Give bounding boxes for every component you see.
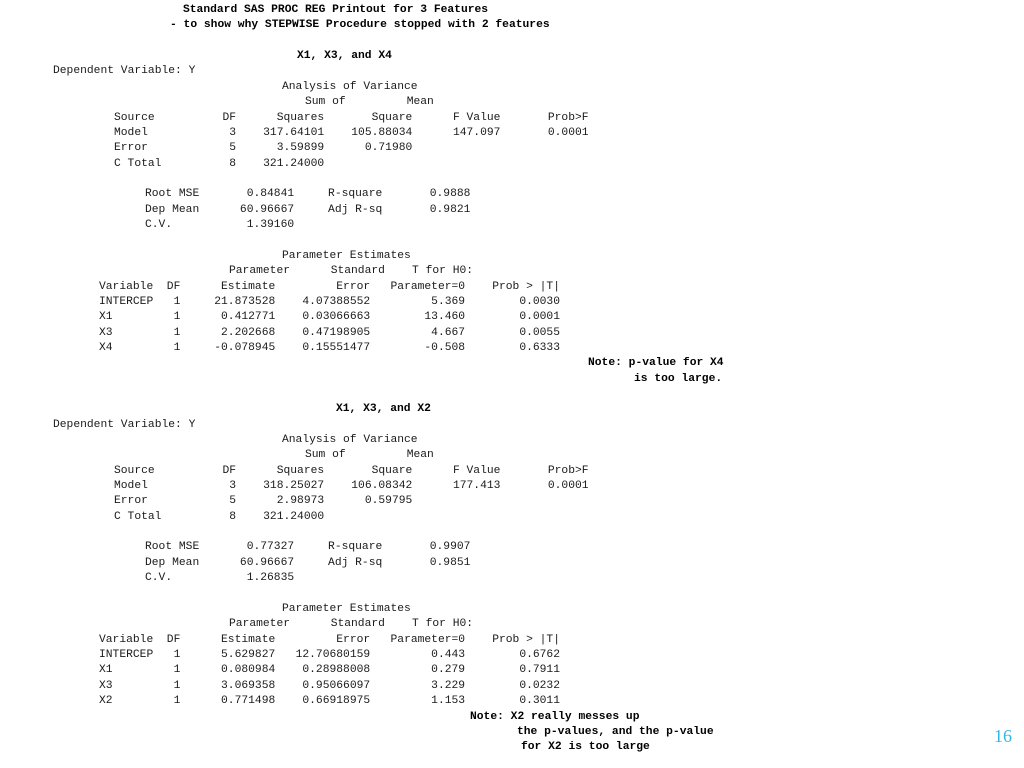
note-text: for X2 is too large	[521, 741, 650, 753]
params-row: X3 1 2.202668 0.47198905 4.667 0.0055	[99, 327, 560, 339]
anova-row-model: Model 3 317.64101 105.88034 147.097 0.0001	[114, 127, 589, 139]
params-header-top: Parameter Standard T for H0:	[229, 265, 474, 277]
params-row: INTERCEP 1 21.873528 4.07388552 5.369 0.0030	[99, 296, 560, 308]
fit-row: C.V. 1.39160	[145, 219, 295, 231]
printout-heading: X1, X3, and X4	[297, 50, 392, 62]
params-row: X2 1 0.771498 0.66918975 1.153 0.3011	[99, 695, 560, 707]
fit-row: Dep Mean 60.96667 Adj R-sq 0.9821	[145, 204, 471, 216]
params-row: INTERCEP 1 5.629827 12.70680159 0.443 0.6762	[99, 649, 560, 661]
anova-row-error: Error 5 3.59899 0.71980	[114, 142, 413, 154]
params-title: Parameter Estimates	[282, 250, 411, 262]
page-title: Standard SAS PROC REG Printout for 3 Features	[183, 4, 489, 16]
note-text: Note: X2 really messes up	[470, 711, 640, 723]
params-header-top: Parameter Standard T for H0:	[229, 618, 474, 630]
anova-header: Source DF Squares Square F Value Prob>F	[114, 112, 589, 124]
anova-row-error: Error 5 2.98973 0.59795	[114, 495, 413, 507]
anova-row-total: C Total 8 321.24000	[114, 511, 325, 523]
printout-heading: X1, X3, and X2	[336, 403, 431, 415]
params-header: Variable DF Estimate Error Parameter=0 Prob > |T|	[99, 281, 560, 293]
note-text: the p-values, and the p-value	[517, 726, 714, 738]
dependent-variable: Dependent Variable: Y	[53, 65, 196, 77]
params-title: Parameter Estimates	[282, 603, 411, 615]
dependent-variable: Dependent Variable: Y	[53, 419, 196, 431]
params-row: X1 1 0.412771 0.03066663 13.460 0.0001	[99, 311, 560, 323]
anova-header-top: Sum of Mean	[305, 96, 434, 108]
params-row: X3 1 3.069358 0.95066097 3.229 0.0232	[99, 680, 560, 692]
fit-row: Root MSE 0.77327 R-square 0.9907	[145, 541, 471, 553]
params-header: Variable DF Estimate Error Parameter=0 Prob > |T|	[99, 634, 560, 646]
params-row: X1 1 0.080984 0.28988008 0.279 0.7911	[99, 664, 560, 676]
fit-row: Root MSE 0.84841 R-square 0.9888	[145, 188, 471, 200]
page-subtitle: - to show why STEPWISE Procedure stopped with 2 features	[170, 19, 550, 31]
anova-row-total: C Total 8 321.24000	[114, 158, 325, 170]
anova-row-model: Model 3 318.25027 106.08342 177.413 0.0001	[114, 480, 589, 492]
anova-header-top: Sum of Mean	[305, 449, 434, 461]
anova-title: Analysis of Variance	[282, 81, 418, 93]
anova-header: Source DF Squares Square F Value Prob>F	[114, 465, 589, 477]
params-row: X4 1 -0.078945 0.15551477 -0.508 0.6333	[99, 342, 560, 354]
note-text: is too large.	[634, 373, 723, 385]
fit-row: C.V. 1.26835	[145, 572, 295, 584]
anova-title: Analysis of Variance	[282, 434, 418, 446]
fit-row: Dep Mean 60.96667 Adj R-sq 0.9851	[145, 557, 471, 569]
page-number: 16	[994, 726, 1012, 746]
note-text: Note: p-value for X4	[588, 357, 724, 369]
